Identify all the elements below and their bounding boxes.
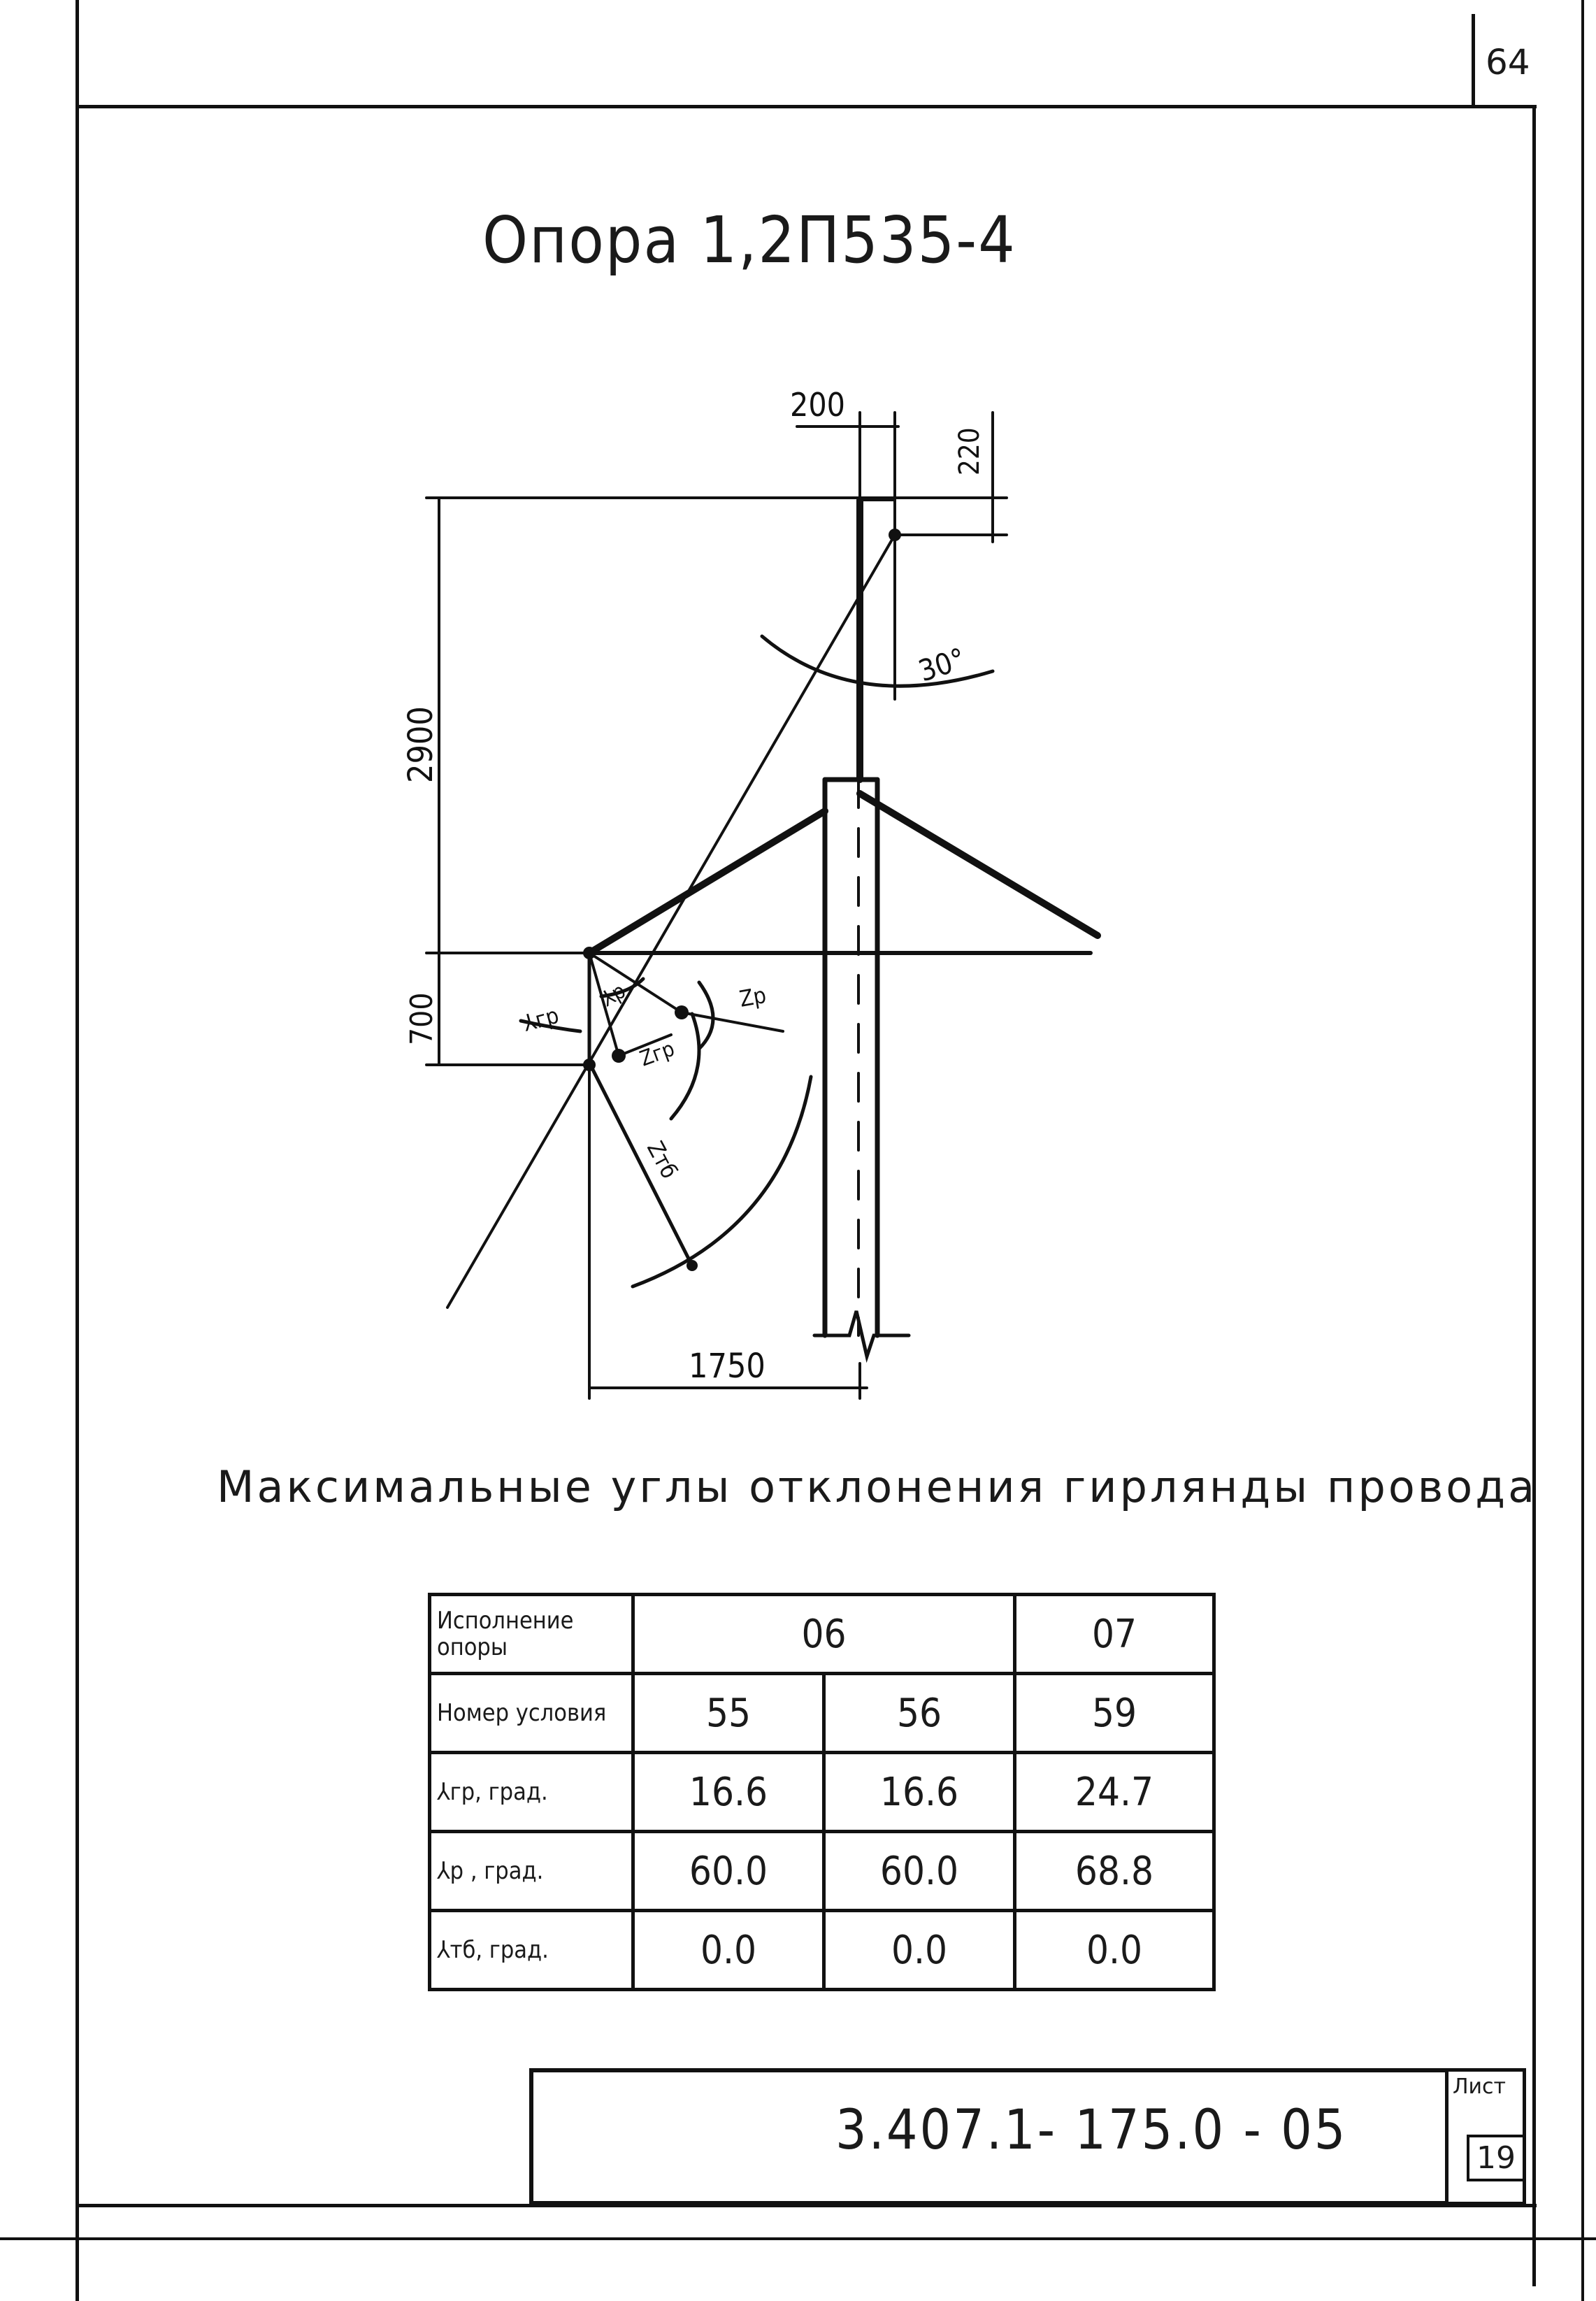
deflection-angles-table: [428, 1593, 1216, 1991]
cell-value: 60.0: [633, 1832, 824, 1911]
cell-value: 60.0: [824, 1832, 1015, 1911]
node-top: [889, 529, 901, 541]
cell-value: 68.8: [1015, 1832, 1214, 1911]
table-heading: Максимальные углы отклонения гирлянды провода: [217, 1461, 1538, 1512]
angle-30-label: 30°: [914, 641, 970, 689]
dim-700-label: 700: [404, 992, 440, 1045]
condition-label: Номер условия: [430, 1674, 633, 1753]
alpha-r-label: ⅄р: [597, 978, 631, 1012]
row-label-alpha-gr: ⅄гр, град.: [430, 1753, 633, 1832]
drawing-title: Опора 1,2П535-4: [482, 203, 1016, 278]
r-gr-label: Zгр: [636, 1036, 678, 1072]
row-label-alpha-tb: ⅄тб, град.: [430, 1911, 633, 1990]
r-tb-label: Zтб: [641, 1136, 683, 1183]
group-07: 07: [1015, 1595, 1214, 1674]
cell-value: 0.0: [824, 1911, 1015, 1990]
dim-1750-label: 1750: [689, 1347, 765, 1386]
condition-55: 55: [633, 1674, 824, 1753]
dim-220-label: 220: [954, 427, 986, 475]
condition-59: 59: [1015, 1674, 1214, 1753]
ground-wire-line: [447, 535, 895, 1307]
node-insulator-end: [583, 1059, 596, 1071]
sheet-label: Лист: [1453, 2074, 1507, 2099]
table-row: [430, 1911, 1214, 1990]
frame-bottom-outer: [0, 2237, 1596, 2240]
sheet-number: 19: [1467, 2135, 1525, 2181]
node-traverse-end: [583, 947, 596, 959]
r-label: Zр: [737, 981, 768, 1012]
table-row: [430, 1753, 1214, 1832]
condition-56: 56: [824, 1674, 1015, 1753]
node-gr: [612, 1049, 626, 1063]
table-row: [430, 1674, 1214, 1753]
alpha-gr-label: ⅄гр: [520, 1001, 562, 1037]
cell-value: 16.6: [824, 1753, 1015, 1832]
header-label: Исполнение опоры: [430, 1595, 633, 1674]
document-code: 3.407.1- 175.0 - 05: [835, 2099, 1348, 2162]
cell-value: 24.7: [1015, 1753, 1214, 1832]
row-label-alpha-r: ⅄р , град.: [430, 1832, 633, 1911]
cell-value: 0.0: [633, 1911, 824, 1990]
table-row: [430, 1595, 1214, 1674]
dim-200-label: 200: [790, 386, 845, 424]
cell-value: 16.6: [633, 1753, 824, 1832]
group-06: 06: [633, 1595, 1015, 1674]
node-r: [675, 1005, 689, 1019]
dim-2900-label: 2900: [401, 706, 440, 783]
arc-gr: [671, 1014, 699, 1119]
cell-value: 0.0: [1015, 1911, 1214, 1990]
table-row: [430, 1832, 1214, 1911]
pole-break: [814, 1311, 909, 1356]
page-number: 64: [1486, 42, 1530, 83]
traverse-left-brace: [589, 811, 825, 953]
sheet-cell: [1445, 2068, 1526, 2205]
traverse-right-brace: [860, 794, 1098, 936]
node-tb: [686, 1260, 698, 1271]
